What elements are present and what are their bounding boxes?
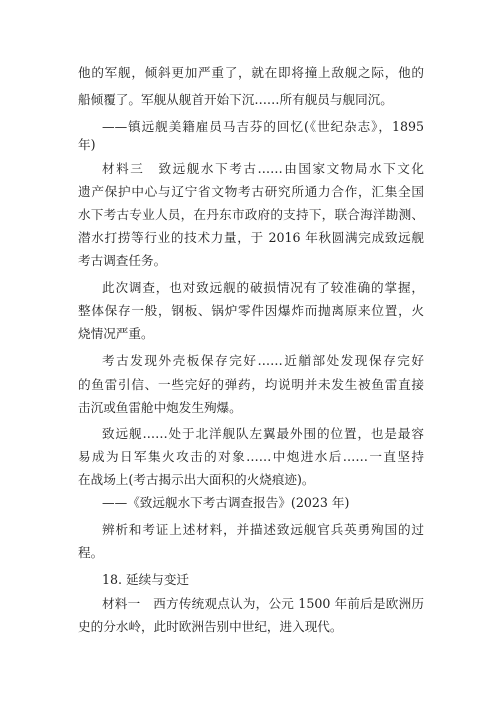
question-line: 辨析和考证上述材料，并描述致远舰官兵英勇殉国的过 xyxy=(102,522,424,537)
text-line: 整体保存一般，钢板、锅炉零件因爆炸而抛离原来位置，火 xyxy=(78,303,424,318)
text-line: 易成为日军集火攻击的对象……中炮进水后……一直坚持 xyxy=(78,449,424,464)
text-line: 的鱼雷引信、一些完好的弹药，均说明并未发生被鱼雷直接 xyxy=(78,377,424,392)
text-line: 水下考古专业人员，在丹东市政府的支持下，联合海洋勘测、 xyxy=(78,207,424,222)
section-heading: 18. 延续与变迁 xyxy=(102,572,190,587)
material-heading-line: 材料一 西方传统观点认为，公元 1500 年前后是欧洲历 xyxy=(102,596,424,611)
text-line: 潜水打捞等行业的技术力量，于 2016 年秋圆满完成致远舰 xyxy=(78,230,424,245)
citation-line: ——《致远舰水下考古调查报告》(2023 年) xyxy=(102,495,350,510)
text-line: 他的军舰，倾斜更加严重了，就在即将撞上敌舰之际，他的 xyxy=(78,65,424,80)
citation-line: 年) xyxy=(78,137,96,152)
text-line: 船倾覆了。军舰从舰首开始下沉……所有舰员与舰同沉。 xyxy=(78,92,393,107)
material-heading-line: 材料三 致远舰水下考古……由国家文物局水下文化 xyxy=(102,161,424,176)
text-line: 史的分水岭，此时欧洲告别中世纪，进入现代。 xyxy=(78,619,343,634)
text-line: 在战场上(考古揭示出大面积的火烧痕迹)。 xyxy=(78,472,315,487)
text-line: 考古发现外壳板保存完好……近艏部处发现保存完好 xyxy=(102,353,424,368)
question-line: 程。 xyxy=(78,545,104,560)
text-line: 击沉或鱼雷舱中炮发生殉爆。 xyxy=(78,400,242,415)
text-line: 致远舰……处于北洋舰队左翼最外围的位置，也是最容 xyxy=(102,426,424,441)
text-line: 遗产保护中心与辽宁省文物考古研究所通力合作，汇集全国 xyxy=(78,184,424,199)
text-line: 烧情况严重。 xyxy=(78,326,154,341)
citation-line: ——镇远舰美籍雇员马吉芬的回忆(《世纪杂志》，1895 xyxy=(102,119,424,134)
text-line: 考古调查任务。 xyxy=(78,253,167,268)
text-line: 此次调查，也对致远舰的破损情况有了较准确的掌握， xyxy=(102,280,424,295)
